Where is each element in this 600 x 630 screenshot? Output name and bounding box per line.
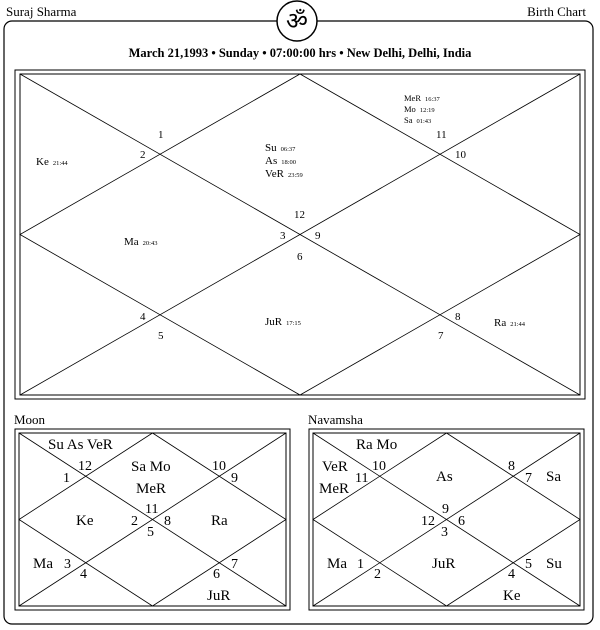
- house-number: 11: [436, 129, 447, 141]
- house-number: 9: [442, 502, 449, 517]
- house-number: 4: [508, 567, 515, 582]
- planet-group: Ma: [327, 556, 347, 572]
- planet-group: VeR: [322, 459, 348, 475]
- planet-group: MeR: [319, 481, 349, 497]
- house-number: 3: [64, 557, 71, 572]
- planet-ke: Ke 21:44: [36, 156, 68, 168]
- planet-ver: VeR 23:59: [265, 168, 303, 180]
- house-number: 8: [164, 514, 171, 529]
- house-number: 5: [158, 330, 164, 342]
- house-number: 1: [158, 129, 164, 141]
- om-icon: ॐ: [286, 7, 308, 35]
- planet-group: Ke: [503, 588, 521, 604]
- planet-group: Ma: [33, 556, 53, 572]
- house-number: 4: [140, 311, 146, 323]
- house-number: 12: [78, 459, 92, 474]
- house-number: 10: [372, 459, 386, 474]
- planet-sa: Sa 01:43: [404, 115, 432, 125]
- house-number: 8: [455, 311, 461, 323]
- house-number: 1: [63, 471, 70, 486]
- house-number: 6: [213, 567, 220, 582]
- person-name: Suraj Sharma: [6, 4, 77, 19]
- house-number: 3: [280, 230, 286, 242]
- planet-ra: Ra 21:44: [494, 317, 526, 329]
- planet-group: Sa Mo: [131, 459, 171, 475]
- house-number: 10: [212, 459, 226, 474]
- planet-ma: Ma 20:43: [124, 236, 158, 248]
- house-number: 11: [355, 471, 369, 486]
- house-number: 1: [357, 557, 364, 572]
- navamsha-chart-label: Navamsha: [308, 412, 363, 427]
- house-number: 9: [315, 230, 321, 242]
- house-number: 5: [525, 557, 532, 572]
- chart-title: Birth Chart: [527, 4, 586, 19]
- planet-group: Sa: [546, 469, 561, 485]
- house-number: 6: [458, 514, 465, 529]
- house-number: 2: [131, 514, 138, 529]
- planet-group: Su: [546, 556, 562, 572]
- house-number: 12: [421, 514, 435, 529]
- planet-group: Su As VeR: [48, 437, 113, 453]
- planet-group: MeR: [136, 481, 166, 497]
- house-number: 8: [508, 459, 515, 474]
- house-number: 4: [80, 567, 87, 582]
- planet-group: Ke: [76, 513, 94, 529]
- planet-mo: Mo 12:19: [404, 104, 435, 114]
- birth-details: March 21,1993 • Sunday • 07:00:00 hrs • New Delhi, Delhi, India: [128, 46, 472, 60]
- planet-group: JuR: [207, 588, 231, 604]
- house-number: 5: [147, 525, 154, 540]
- house-number: 10: [455, 149, 466, 161]
- planet-mer: MeR 16:37: [404, 93, 440, 103]
- house-number: 7: [438, 330, 444, 342]
- house-number: 11: [145, 502, 159, 517]
- planet-group: As: [436, 469, 453, 485]
- house-number: 9: [231, 471, 238, 486]
- planet-as: As 18:00: [265, 155, 297, 167]
- planet-su: Su 06:37: [265, 142, 296, 154]
- planet-group: Ra: [211, 513, 228, 529]
- planet-group: JuR: [432, 556, 456, 572]
- house-number: 3: [441, 525, 448, 540]
- house-number: 2: [140, 149, 146, 161]
- house-number: 6: [297, 251, 303, 263]
- moon-chart-label: Moon: [14, 412, 46, 427]
- planet-jur: JuR 17:15: [265, 316, 301, 328]
- house-number: 7: [525, 471, 532, 486]
- house-number: 7: [231, 557, 238, 572]
- house-number: 2: [374, 567, 381, 582]
- planet-group: Ra Mo: [356, 437, 398, 453]
- house-number: 12: [294, 209, 305, 221]
